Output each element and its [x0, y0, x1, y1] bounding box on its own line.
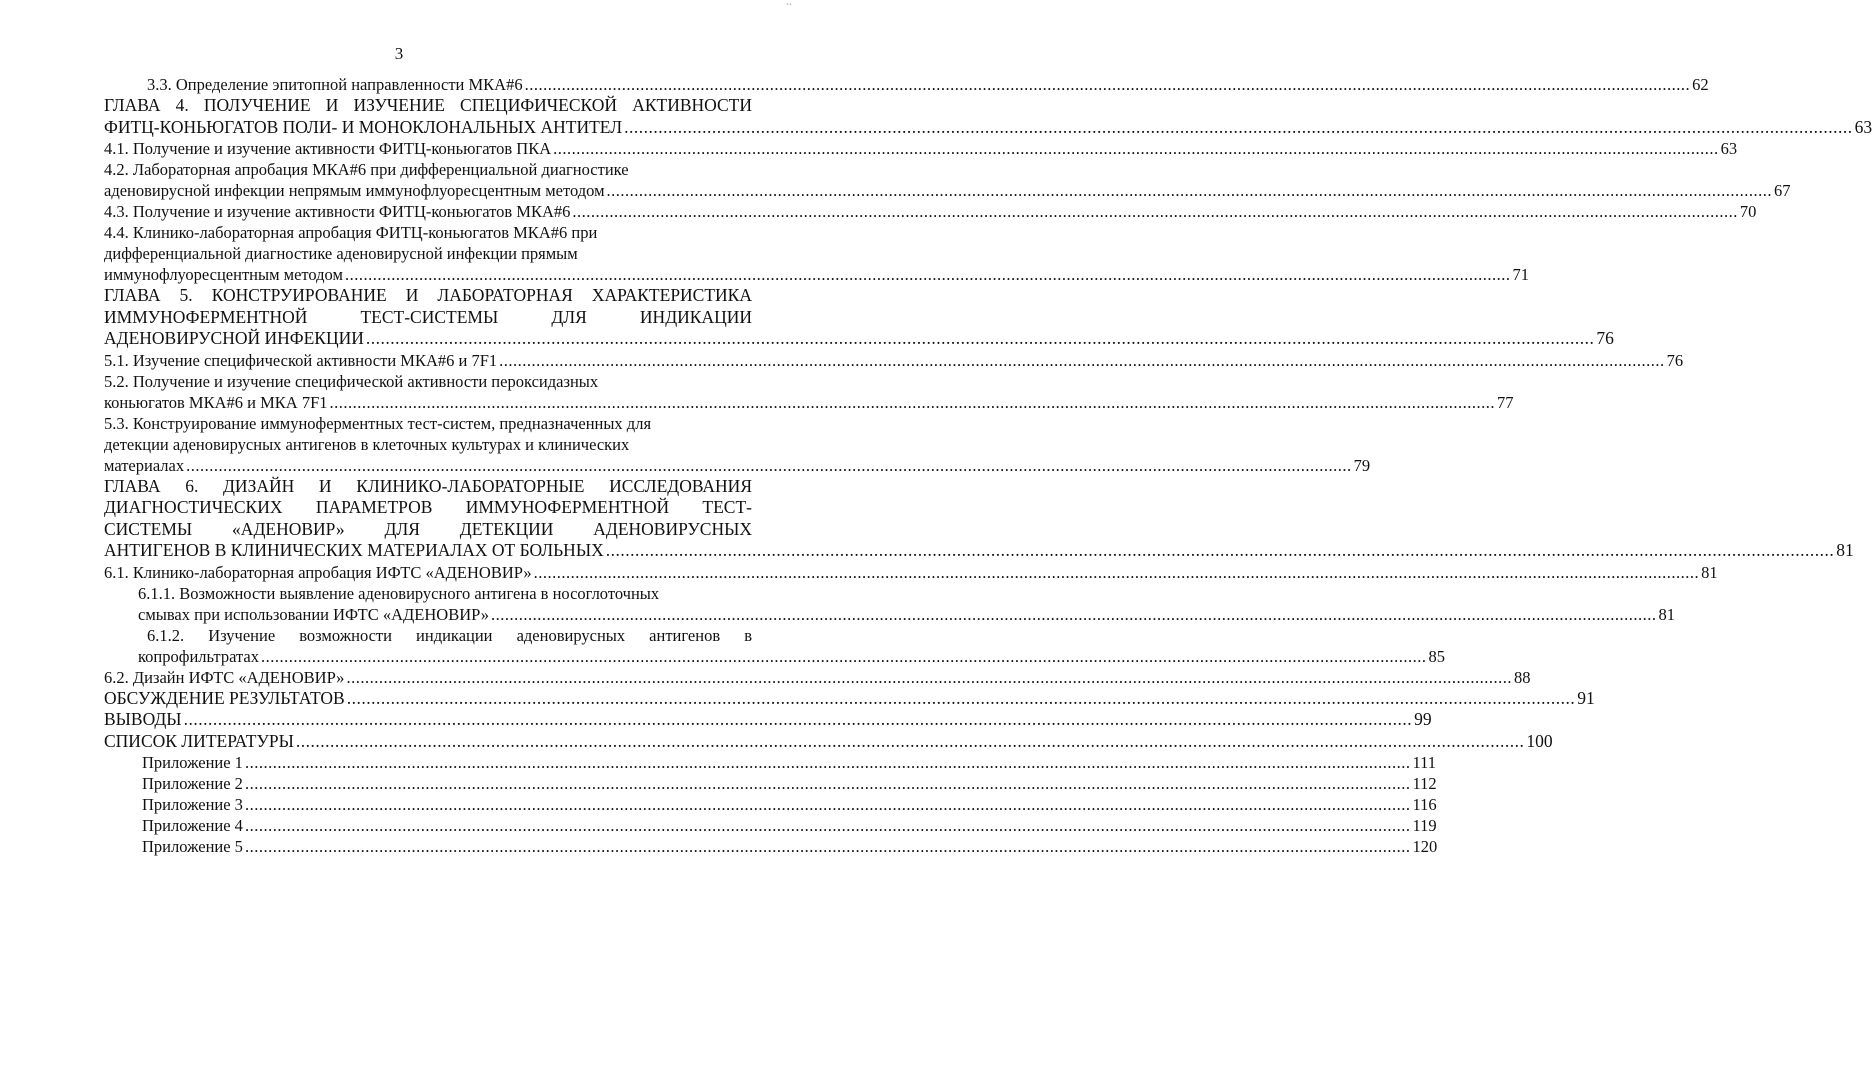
toc-entry-4-3[interactable] [104, 201, 1757, 222]
toc-page-number: 81 [1658, 604, 1675, 624]
dot-leader [553, 138, 1719, 159]
dot-leader [296, 731, 1525, 753]
dot-leader [184, 709, 1413, 731]
toc-chapter-6-line-2[interactable] [104, 497, 752, 519]
toc-page-number: 91 [1577, 687, 1595, 708]
toc-entry-title: ДИАГНОСТИЧЕСКИХ ПАРАМЕТРОВ ИММУНОФЕРМЕНТНОЙ ТЕСТ- [104, 497, 752, 517]
dot-leader [624, 117, 1853, 139]
toc-entry-title: АНТИГЕНОВ В КЛИНИЧЕСКИХ МАТЕРИАЛАХ ОТ БОЛЬНЫХ [104, 540, 604, 560]
toc-entry-appendix-5[interactable] [104, 836, 1438, 857]
toc-page-number: 120 [1412, 837, 1438, 856]
toc-page-number: 70 [1739, 202, 1757, 221]
dot-leader [245, 815, 1411, 836]
toc-entry-appendix-2[interactable] [104, 773, 1437, 794]
dot-leader [572, 201, 1738, 222]
toc-entry-title: Приложение 5 [142, 837, 243, 856]
toc-chapter-5-line-2[interactable] [104, 307, 752, 329]
toc-page-number: 71 [1512, 265, 1529, 284]
toc-entry-5-3-line-3[interactable] [104, 455, 1371, 476]
dot-leader [491, 604, 1657, 625]
dot-leader [245, 836, 1411, 857]
dot-leader [186, 455, 1352, 476]
toc-entry-title: коньюгатов МКА#6 и МКА 7F1 [104, 392, 328, 412]
toc-entry-6-1-2-line-1[interactable] [104, 625, 752, 646]
toc-entry-title: ГЛАВА 4. ПОЛУЧЕНИЕ И ИЗУЧЕНИЕ СПЕЦИФИЧЕСКОЙ АКТИВНОСТИ [104, 95, 752, 115]
toc-entry-title: Приложение 3 [142, 795, 243, 814]
toc-entry-title: материалах [104, 455, 185, 475]
toc-chapter-5-line-1[interactable] [104, 285, 752, 307]
toc-page-number: 100 [1526, 730, 1553, 751]
toc-entry-title: ГЛАВА 6. ДИЗАЙН И КЛИНИКО-ЛАБОРАТОРНЫЕ ИССЛЕДОВАНИЯ [104, 475, 752, 496]
toc-page-number: 88 [1513, 667, 1531, 687]
scan-corner-mark: `` [786, 2, 792, 12]
toc-page-number: 63 [1720, 139, 1738, 158]
toc-entry-4-4-line-3[interactable] [104, 264, 1529, 285]
toc-entry-5-2-line-2[interactable] [104, 392, 1514, 413]
toc-entry-title: 4.3. Получение и изучение активности ФИТЦ-коньюгатов МКА#6 [104, 202, 571, 221]
toc-entry-references[interactable] [104, 730, 1553, 753]
toc-entry-6-1[interactable] [104, 562, 1718, 583]
toc-page-number: 77 [1497, 392, 1514, 412]
toc-entry-title: аденовирусной инфекции непрямым иммунофлуоресцентным методом [104, 181, 605, 200]
dot-leader [245, 794, 1411, 815]
toc-entry-title: 4.2. Лабораторная апробация МКА#6 при дифференциальной диагностике [104, 160, 629, 179]
toc-entry-conclusions[interactable] [104, 709, 1432, 731]
toc-chapter-6-line-3[interactable] [104, 519, 752, 541]
toc-page-number: 119 [1412, 816, 1437, 835]
toc-entry-title: ГЛАВА 5. КОНСТРУИРОВАНИЕ И ЛАБОРАТОРНАЯ ХАРАКТЕРИСТИКА [104, 285, 752, 305]
toc-entry-title: 5.1. Изучение специфической активности МКА#6 и 7F1 [104, 350, 498, 370]
toc-entry-4-2-line-2[interactable] [104, 180, 1791, 201]
toc-page-number: 76 [1666, 350, 1684, 370]
toc-entry-title: ОБСУЖДЕНИЕ РЕЗУЛЬТАТОВ [104, 687, 345, 708]
toc-entry-6-1-1-line-1[interactable] [104, 583, 752, 604]
toc-page-number: 81 [1836, 540, 1854, 560]
dot-leader [345, 264, 1511, 285]
toc-entry-discussion[interactable] [104, 687, 1595, 710]
toc-entry-title: 6.2. Дизайн ИФТС «АДЕНОВИР» [104, 667, 345, 687]
toc-entry-appendix-3[interactable] [104, 794, 1437, 815]
toc-page-number: 116 [1412, 795, 1437, 814]
toc-entry-title: 5.2. Получение и изучение специфической активности пероксидазных [104, 371, 599, 391]
toc-entry-6-2[interactable] [104, 667, 1531, 688]
toc-entry-5-3-line-1[interactable] [104, 413, 752, 434]
dot-leader [366, 328, 1595, 350]
toc-entry-5-1[interactable] [104, 350, 1684, 371]
toc-entry-5-3-line-2[interactable] [104, 434, 752, 455]
toc-entry-4-4-line-2[interactable] [104, 243, 752, 264]
dot-leader [261, 646, 1427, 667]
toc-page-number: 99 [1414, 709, 1432, 729]
toc-entry-6-1-2-line-2[interactable] [104, 646, 1445, 667]
toc-page-number: 112 [1412, 774, 1437, 793]
toc-entry-5-2-line-1[interactable] [104, 371, 752, 392]
toc-page-number: 81 [1701, 562, 1718, 582]
toc-entry-title: дифференциальной диагностике аденовирусной инфекции прямым [104, 244, 578, 263]
toc-entry-appendix-1[interactable] [104, 752, 1436, 773]
toc-page-number: 111 [1412, 753, 1436, 772]
toc-chapter-4-line-2[interactable] [104, 116, 1872, 139]
toc-chapter-5-line-3[interactable] [104, 328, 1614, 350]
toc-page-number: 62 [1692, 75, 1709, 94]
toc-chapter-4-line-1[interactable] [104, 95, 752, 117]
toc-chapter-6-line-4[interactable] [104, 540, 1854, 562]
toc-entry-title: 3.3. Определение эпитопной направленности МКА#6 [147, 75, 523, 94]
dot-leader [330, 392, 1496, 413]
toc-entry-6-1-1-line-2[interactable] [104, 604, 1675, 625]
toc-entry-title: копрофильтратах [138, 646, 259, 666]
toc-entry-3-3[interactable] [104, 74, 1709, 95]
toc-entry-title: ИММУНОФЕРМЕНТНОЙ ТЕСТ-СИСТЕМЫ ДЛЯ ИНДИКАЦИИ [104, 306, 752, 327]
toc-page-number: 63 [1854, 116, 1872, 137]
toc-entry-title: Приложение 2 [142, 774, 243, 793]
toc-entry-title: Приложение 4 [142, 816, 243, 835]
dot-leader [525, 74, 1691, 95]
toc-entry-title: 4.4. Клинико-лабораторная апробация ФИТЦ-коньюгатов МКА#6 при [104, 223, 598, 242]
toc-page-number: 79 [1353, 455, 1371, 475]
toc-entry-title: 5.3. Конструирование иммуноферментных тест-систем, предназначенных для [104, 413, 652, 433]
toc-entry-4-2-line-1[interactable] [104, 159, 752, 180]
toc-page-number: 85 [1428, 646, 1445, 666]
toc-entry-title: СИСТЕМЫ «АДЕНОВИР» ДЛЯ ДЕТЕКЦИИ АДЕНОВИРУСНЫХ [104, 518, 752, 539]
toc-entry-title: СПИСОК ЛИТЕРАТУРЫ [104, 730, 294, 751]
toc-chapter-6-line-1[interactable] [104, 476, 752, 498]
toc-page-number: 67 [1774, 181, 1791, 200]
page-number: 3 [394, 44, 404, 63]
dot-leader [607, 180, 1773, 201]
toc-entry-title: 4.1. Получение и изучение активности ФИТЦ-коньюгатов ПКА [104, 139, 552, 158]
dot-leader [606, 540, 1835, 562]
dot-leader [499, 350, 1665, 371]
dot-leader [346, 667, 1512, 688]
toc-entry-title: 6.1. Клинико-лабораторная апробация ИФТС «АДЕНОВИР» [104, 562, 532, 582]
toc-entry-4-1[interactable] [104, 138, 1738, 159]
toc-entry-title: АДЕНОВИРУСНОЙ ИНФЕКЦИИ [104, 328, 364, 348]
dot-leader [534, 562, 1700, 583]
toc-entry-title: Приложение 1 [142, 753, 243, 772]
toc-page-number: 76 [1596, 328, 1614, 348]
toc-entry-title: 6.1.2. Изучение возможности индикации аденовирусных антигенов в [147, 625, 752, 645]
toc-entry-title: иммунофлуоресцентным методом [104, 265, 343, 284]
toc-entry-title: 6.1.1. Возможности выявление аденовирусного антигена в носоглоточных [138, 583, 660, 603]
toc-entry-title: ВЫВОДЫ [104, 709, 182, 729]
dot-leader [245, 773, 1411, 794]
toc-entry-title: ФИТЦ-КОНЬЮГАТОВ ПОЛИ- И МОНОКЛОНАЛЬНЫХ АНТИТЕЛ [104, 116, 623, 137]
toc-entry-4-4-line-1[interactable] [104, 222, 752, 243]
toc-entry-title: смывах при использовании ИФТС «АДЕНОВИР» [138, 604, 489, 624]
toc-entry-title: детекции аденовирусных антигенов в клеточных культурах и клинических [104, 434, 630, 454]
dot-leader [347, 688, 1576, 710]
toc-entry-appendix-4[interactable] [104, 815, 1437, 836]
table-of-contents [104, 74, 1872, 857]
dot-leader [245, 752, 1411, 773]
